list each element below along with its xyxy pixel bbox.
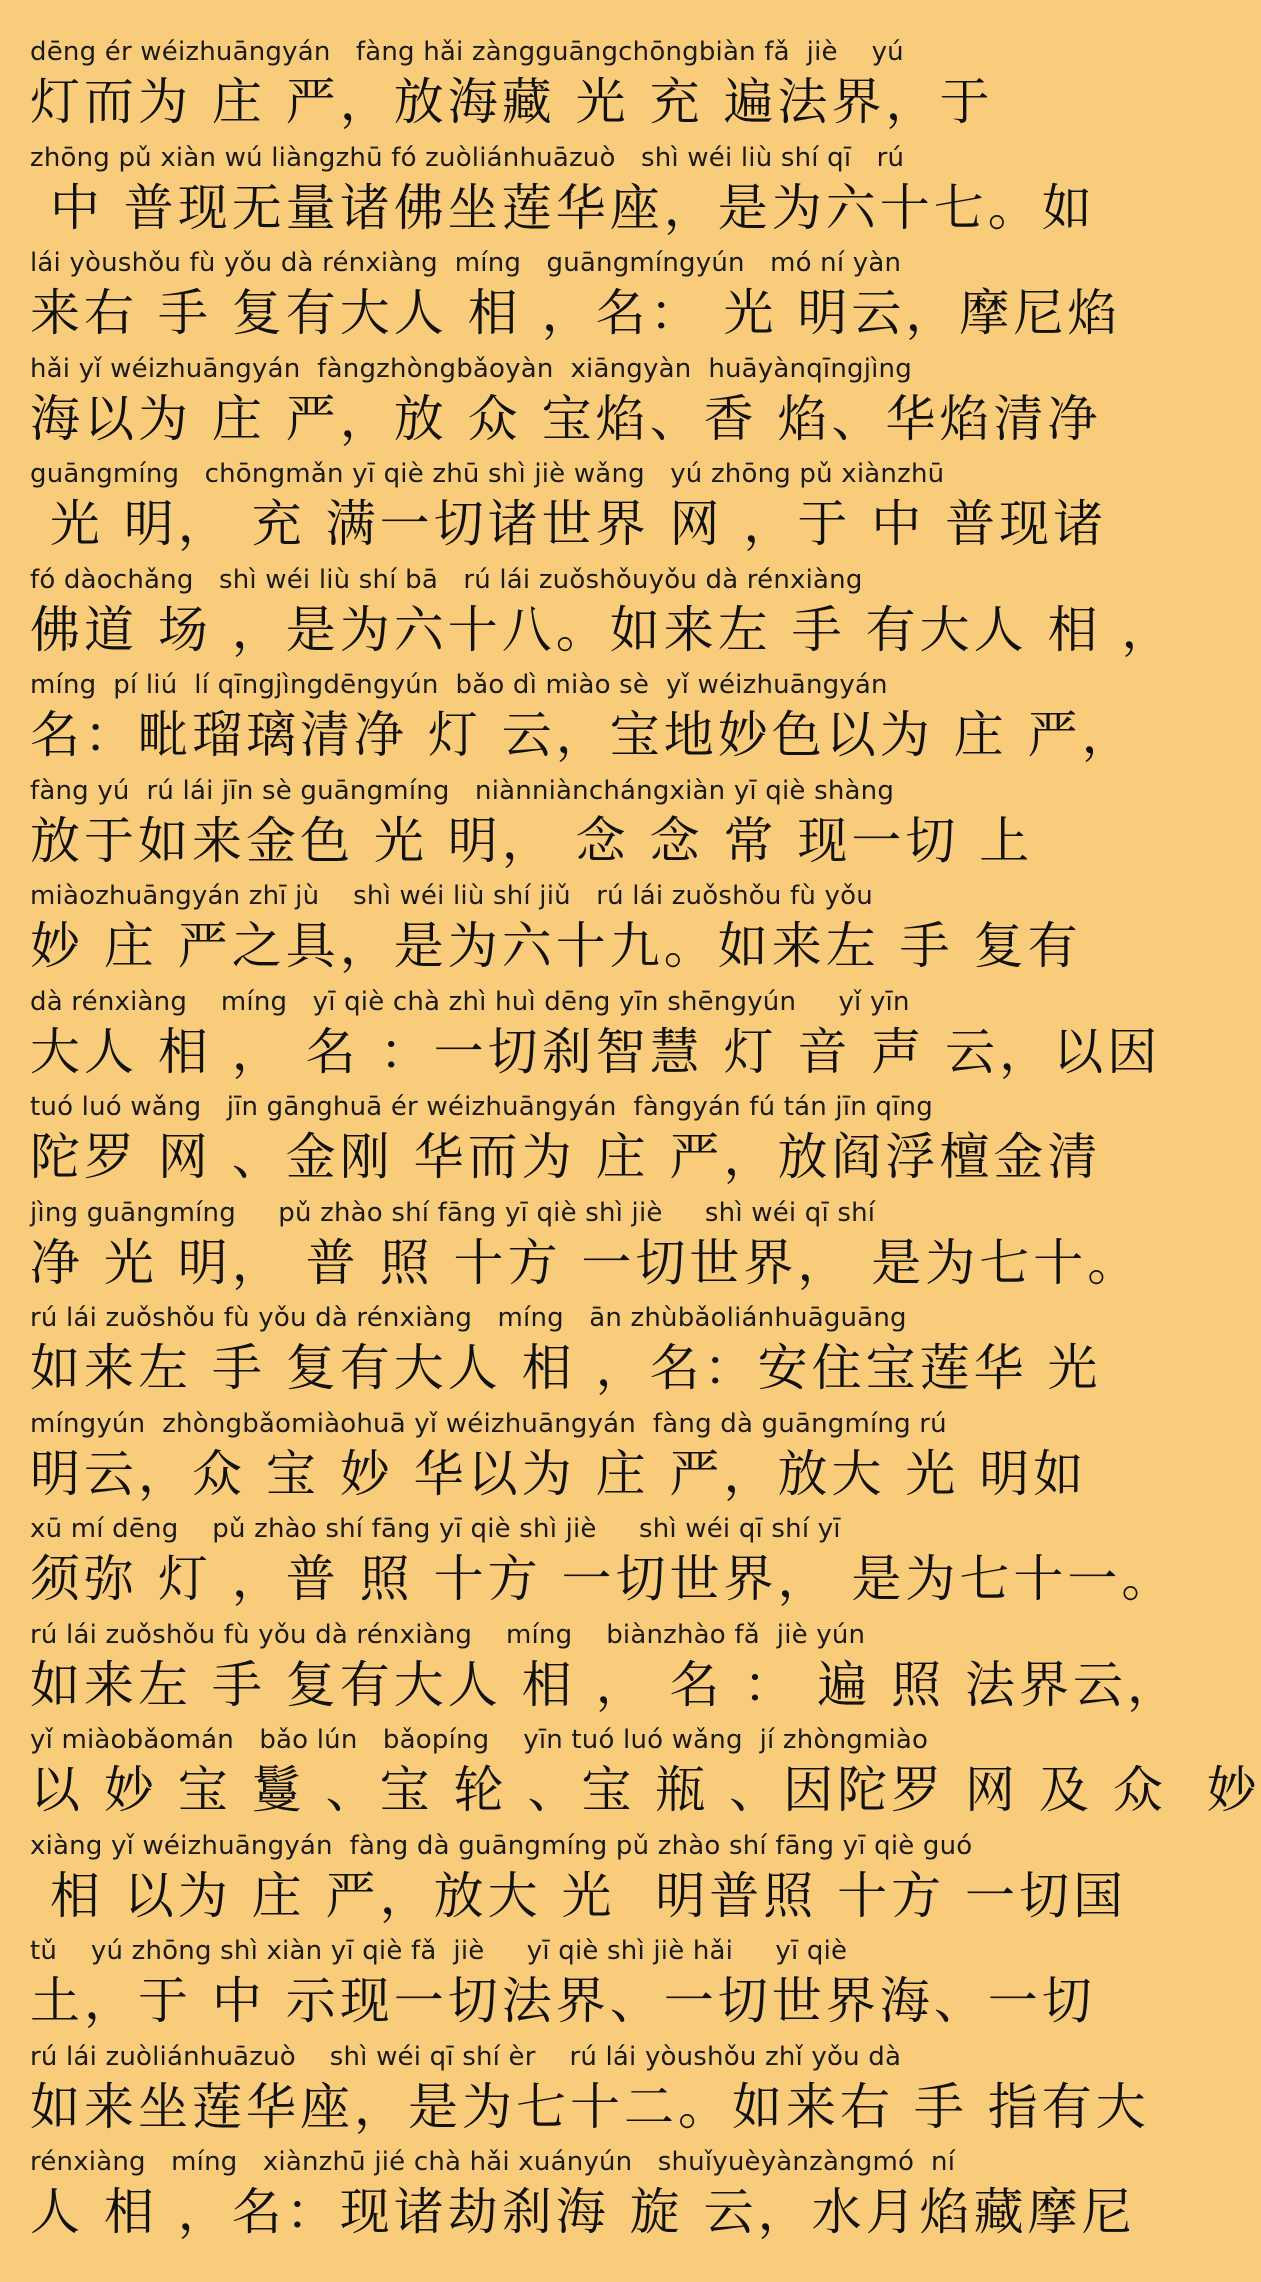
- hanzi-row: 来右 手 复有大人 相 ，名： 光 明云，摩尼焰: [30, 284, 1122, 342]
- pinyin-row: tǔ yú zhōng shì xiàn yī qiè fǎ jiè yī qiè shì jiè hǎi yī qiè: [30, 1936, 848, 1966]
- pinyin-row: zhōng pǔ xiàn wú liàngzhū fó zuòliánhuāzuò shì wéi liù shí qī rú: [30, 142, 905, 173]
- text-line: [30, 1513, 1176, 1619]
- hanzi-row: 净 光 明， 普 照 十方 一切世界， 是为七十。: [30, 1233, 1142, 1292]
- text-line: [30, 247, 1122, 353]
- text-line: [30, 669, 1136, 775]
- pinyin-row: rú lái zuǒshǒu fù yǒu dà rénxiàng míng biànzhào fǎ jiè yún: [30, 1619, 866, 1650]
- hanzi-row: 如来左 手 复有大人 相 ，名：安住宝莲华 光: [30, 1339, 1102, 1397]
- pinyin-row: yǐ miàobǎomán bǎo lún bǎopíng yīn tuó luó wǎng jí zhòngmiào: [30, 1725, 929, 1755]
- text-line: [30, 1724, 1261, 1830]
- hanzi-row: 海以为 庄 严，放 众 宝焰、香 焰、华焰清净: [30, 389, 1102, 448]
- text-line: [30, 1619, 1182, 1725]
- hanzi-row: 放于如来金色 光 明， 念 念 常 现一切 上: [30, 811, 1034, 870]
- pinyin-row: dēng ér wéizhuāngyán fàng hǎi zàngguāngchōngbiàn fǎ jiè yú: [30, 37, 904, 67]
- text-line: [30, 880, 1082, 986]
- text-line: [30, 1830, 1128, 1936]
- hanzi-row: 佛道 场 ，是为六十八。如来左 手 有大人 相 ，: [30, 600, 1176, 659]
- text-line: [30, 353, 1102, 459]
- pinyin-row: guāngmíng chōngmǎn yī qiè zhū shì jiè wǎng yú zhōng pǔ xiànzhū: [30, 459, 945, 489]
- pinyin-row: míng pí liú lí qīngjìngdēngyún bǎo dì miào sè yǐ wéizhuāngyán: [30, 670, 888, 700]
- hanzi-row: 大人 相 ， 名 ：一切刹智慧 灯 音 声 云，以因: [30, 1022, 1162, 1081]
- hanzi-row: 陀罗 网 、金刚 华而为 庄 严，放阎浮檀金清: [30, 1128, 1102, 1186]
- pinyin-row: rénxiàng míng xiànzhū jié chà hǎi xuányún shuǐyuèyànzàngmó ní: [30, 2147, 956, 2177]
- text-line: [30, 1935, 1096, 2041]
- text-line: [30, 1302, 1102, 1408]
- hanzi-row: 中 普现无量诸佛坐莲华座，是为六十七。如: [30, 178, 1096, 237]
- hanzi-row: 以 妙 宝 鬘 、宝 轮 、宝 瓶 、因陀罗 网 及 众 妙: [30, 1761, 1261, 1819]
- pinyin-row: xū mí dēng pǔ zhào shí fāng yī qiè shì jiè shì wéi qī shí yī: [30, 1514, 841, 1544]
- text-line: [30, 458, 1108, 564]
- text-line: [30, 1091, 1102, 1197]
- hanzi-row: 人 相 ，名：现诸劫刹海 旋 云，水月焰藏摩尼: [30, 2183, 1136, 2241]
- hanzi-row: 明云，众 宝 妙 华以为 庄 严，放大 光 明如: [30, 1444, 1088, 1503]
- pinyin-row: fàng yú rú lái jīn sè guāngmíng niànniànchángxiàn yī qiè shàng: [30, 775, 895, 806]
- hanzi-row: 须弥 灯 ，普 照 十方 一切世界， 是为七十一。: [30, 1550, 1176, 1608]
- pinyin-row: dà rénxiàng míng yī qiè chà zhì huì dēng yīn shēngyún yǐ yīn: [30, 986, 910, 1017]
- text-lines: [30, 36, 1261, 2252]
- pinyin-row: tuó luó wǎng jīn gānghuā ér wéizhuāngyán fàngyán fú tán jīn qīng: [30, 1092, 933, 1122]
- hanzi-row: 如来坐莲华座，是为七十二。如来右 手 指有大: [30, 2077, 1150, 2136]
- pinyin-row: hǎi yǐ wéizhuāngyán fàngzhòngbǎoyàn xiāngyàn huāyànqīngjìng: [30, 353, 912, 384]
- hanzi-row: 名：毗瑠璃清净 灯 云，宝地妙色以为 庄 严，: [30, 706, 1136, 764]
- text-line: [30, 775, 1050, 881]
- hanzi-row: 如来左 手 复有大人 相 ， 名 ： 遍 照 法界云，: [30, 1655, 1182, 1714]
- hanzi-row: 灯而为 庄 严，放海藏 光 充 遍法界，于: [30, 73, 994, 131]
- hanzi-row: 土，于 中 示现一切法界、一切世界海、一切: [30, 1972, 1096, 2030]
- pinyin-row: lái yòushǒu fù yǒu dà rénxiàng míng guāngmíngyún mó ní yàn: [30, 248, 902, 278]
- text-line: [30, 2146, 1136, 2252]
- text-line: [30, 142, 1096, 248]
- text-line: [30, 2041, 1150, 2147]
- pinyin-row: jìng guāngmíng pǔ zhào shí fāng yī qiè shì jiè shì wéi qī shí: [30, 1197, 876, 1228]
- pinyin-row: xiàng yǐ wéizhuāngyán fàng dà guāngmíng pǔ zhào shí fāng yī qiè guó: [30, 1830, 973, 1861]
- pinyin-row: miàozhuāngyán zhī jù shì wéi liù shí jiǔ rú lái zuǒshǒu fù yǒu: [30, 881, 873, 911]
- pinyin-row: rú lái zuòliánhuāzuò shì wéi qī shí èr rú lái yòushǒu zhǐ yǒu dà: [30, 2041, 902, 2072]
- hanzi-row: 光 明， 充 满一切诸世界 网 ，于 中 普现诸: [30, 495, 1108, 553]
- text-line: [30, 986, 1162, 1092]
- hanzi-row: 相 以为 庄 严，放大 光 明普照 十方 一切国: [30, 1866, 1128, 1925]
- pinyin-row: míngyún zhòngbǎomiàohuā yǐ wéizhuāngyán fàng dà guāngmíng rú: [30, 1408, 947, 1439]
- hanzi-row: 妙 庄 严之具，是为六十九。如来左 手 复有: [30, 917, 1082, 975]
- text-line: [30, 1197, 1142, 1303]
- text-line: [30, 1408, 1088, 1514]
- pinyin-row: fó dàochǎng shì wéi liù shí bā rú lái zuǒshǒuyǒu dà rénxiàng: [30, 564, 863, 595]
- text-line: [30, 564, 1176, 670]
- text-line: [30, 36, 1050, 142]
- pinyin-row: rú lái zuǒshǒu fù yǒu dà rénxiàng míng ān zhùbǎoliánhuāguāng: [30, 1303, 907, 1333]
